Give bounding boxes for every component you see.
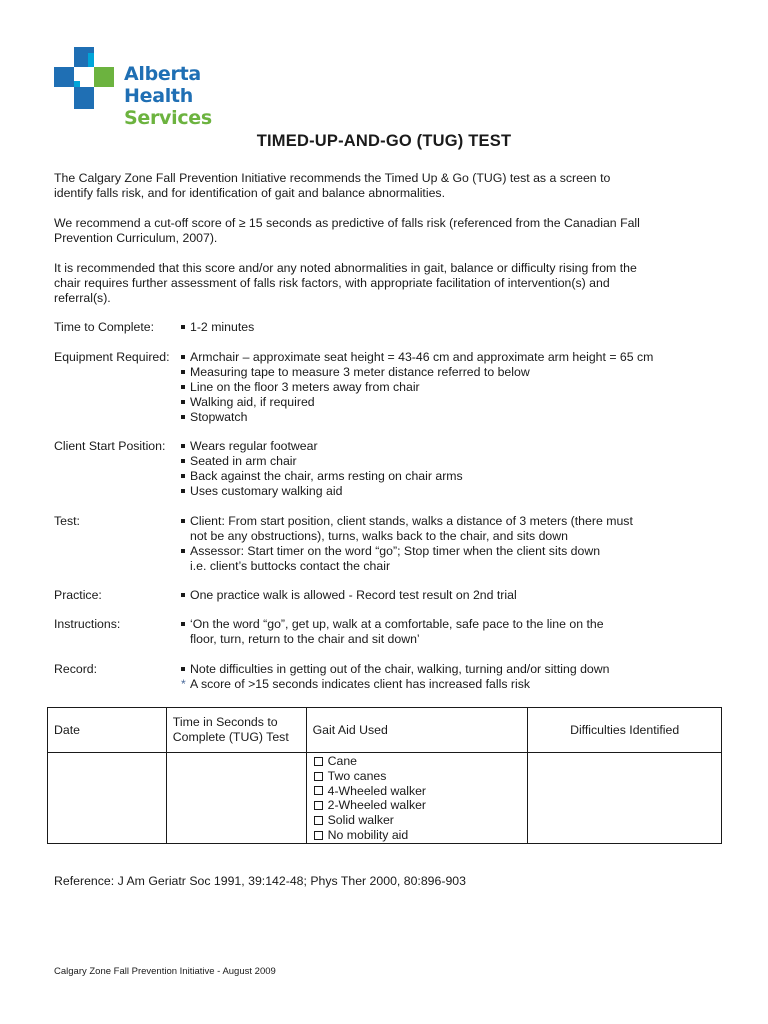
- gait-option-label: Solid walker: [327, 813, 394, 828]
- list-item: Note difficulties in getting out of the chair, walking, turning and/or sitting down: [179, 662, 699, 677]
- time-to-complete-label: Time to Complete:: [54, 320, 155, 334]
- text-line: It is recommended that this score and/or any noted abnormalities in gait, balance or difficulty rising from the: [54, 261, 637, 275]
- gait-option-2-wheeled-walker[interactable]: [313, 798, 522, 813]
- header-difficulties: Difficulties Identified: [528, 708, 722, 753]
- list-item: Uses customary walking aid: [179, 484, 699, 499]
- date-cell[interactable]: [48, 753, 167, 844]
- list-item: Client: From start position, client stands, walks a distance of 3 meters (there must: [179, 514, 699, 529]
- list-item: Walking aid, if required: [179, 395, 699, 410]
- equipment-required-label: Equipment Required:: [54, 350, 170, 364]
- list-item: Seated in arm chair: [179, 454, 699, 469]
- instructions-list: [179, 617, 699, 647]
- list-item: Assessor: Start timer on the word “go”; Stop timer when the client sits down: [179, 544, 699, 559]
- header-time-seconds: [166, 708, 306, 753]
- list-item: Line on the floor 3 meters away from chair: [179, 380, 699, 395]
- gait-option-cane[interactable]: [313, 754, 522, 769]
- gait-option-no-mobility-aid[interactable]: [313, 828, 522, 843]
- test-list: [179, 514, 699, 574]
- text-line: chair requires further assessment of falls risk factors, with appropriate facilitation of intervention(s) and: [54, 276, 610, 290]
- checkbox[interactable]: [314, 831, 323, 840]
- intro-paragraph-1: [54, 171, 654, 201]
- instructions-label: Instructions:: [54, 617, 121, 631]
- list-item-continuation: not be any obstructions), turns, walks back to the chair, and sits down: [190, 529, 568, 543]
- list-item: One practice walk is allowed - Record test result on 2nd trial: [179, 588, 699, 603]
- page-title: TIMED-UP-AND-GO (TUG) TEST: [256, 132, 512, 150]
- list-item: Measuring tape to measure 3 meter distance referred to below: [179, 365, 699, 380]
- gait-option-label: Two canes: [327, 768, 387, 783]
- logo-line-2: Services: [124, 107, 212, 129]
- text-line: We recommend a cut-off score of ≥ 15 seconds as predictive of falls risk (referenced from the Canadian Fall: [54, 216, 640, 230]
- logo-line-1: Alberta Health: [124, 63, 201, 107]
- list-item: ‘On the word “go”, get up, walk at a comfortable, safe pace to the line on the: [179, 617, 699, 632]
- list-item-continuation: floor, turn, return to the chair and sit down’: [190, 632, 420, 646]
- header-date: Date: [48, 708, 167, 753]
- checkbox[interactable]: [314, 786, 323, 795]
- client-start-position-list: [179, 439, 699, 499]
- checkbox[interactable]: [314, 757, 323, 766]
- header-line: Complete (TUG) Test: [172, 730, 289, 744]
- list-item-continuation: i.e. client’s buttocks contact the chair: [190, 559, 391, 573]
- gait-option-label: Cane: [327, 753, 358, 768]
- list-item: Back against the chair, arms resting on chair arms: [179, 469, 699, 484]
- text-line: referral(s).: [54, 291, 111, 305]
- gait-option-solid-walker[interactable]: [313, 813, 522, 828]
- difficulties-cell[interactable]: [528, 753, 722, 844]
- record-label: Record:: [54, 662, 98, 676]
- gait-aid-cell: [306, 753, 528, 844]
- test-label: Test:: [54, 514, 80, 528]
- list-item: Wears regular footwear: [179, 439, 699, 454]
- table-row: [48, 753, 722, 844]
- logo-wordmark: [124, 63, 274, 129]
- tug-record-table: [47, 707, 722, 844]
- note-item: [179, 677, 699, 692]
- time-to-complete-list: [179, 320, 699, 335]
- client-start-position-label: Client Start Position:: [54, 439, 166, 453]
- note-text: A score of >15 seconds indicates client has increased falls risk: [190, 677, 531, 691]
- checkbox[interactable]: [314, 801, 323, 810]
- gait-option-label: No mobility aid: [327, 827, 409, 842]
- practice-list: [179, 588, 699, 603]
- intro-paragraph-2: [54, 216, 654, 246]
- gait-option-two-canes[interactable]: [313, 769, 522, 784]
- checkbox[interactable]: [314, 816, 323, 825]
- reference-text: Reference: J Am Geriatr Soc 1991, 39:142-48; Phys Ther 2000, 80:896-903: [54, 874, 466, 888]
- text-line: The Calgary Zone Fall Prevention Initiative recommends the Timed Up & Go (TUG) test as a screen to: [54, 171, 611, 185]
- footer-text: Calgary Zone Fall Prevention Initiative - August 2009: [54, 966, 276, 977]
- alberta-health-services-logo: [54, 47, 274, 129]
- text-line: Prevention Curriculum, 2007).: [54, 231, 218, 245]
- cross-logo-icon: [54, 47, 116, 109]
- list-item: Stopwatch: [179, 410, 699, 425]
- equipment-required-list: [179, 350, 699, 425]
- gait-option-4-wheeled-walker[interactable]: [313, 784, 522, 799]
- intro-paragraph-3: [54, 261, 654, 306]
- gait-option-label: 4-Wheeled walker: [327, 783, 427, 798]
- time-cell[interactable]: [166, 753, 306, 844]
- header-line: Time in Seconds to: [172, 715, 278, 729]
- record-list: [179, 662, 699, 692]
- asterisk-icon: *: [181, 677, 186, 691]
- list-item: 1-2 minutes: [179, 320, 699, 335]
- practice-label: Practice:: [54, 588, 102, 602]
- checkbox[interactable]: [314, 772, 323, 781]
- text-line: identify falls risk, and for identification of gait and balance abnormalities.: [54, 186, 445, 200]
- table-header-row: [48, 708, 722, 753]
- list-item: Armchair – approximate seat height = 43-46 cm and approximate arm height = 65 cm: [179, 350, 699, 365]
- header-gait-aid: Gait Aid Used: [306, 708, 528, 753]
- gait-option-label: 2-Wheeled walker: [327, 798, 427, 813]
